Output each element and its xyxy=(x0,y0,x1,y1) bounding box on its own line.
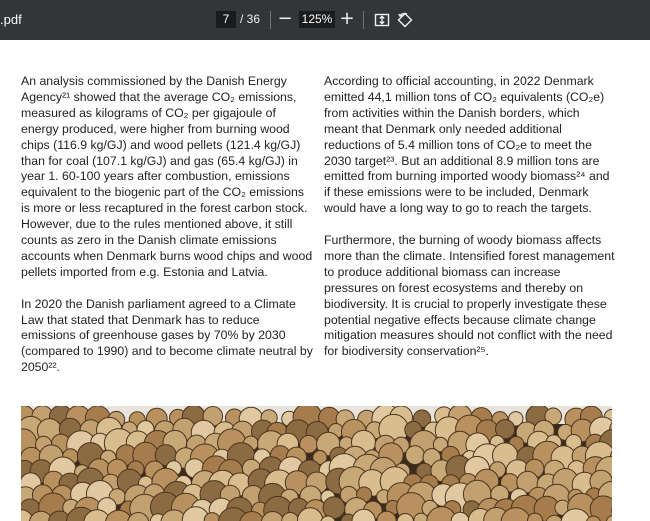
text-column-left xyxy=(21,74,313,376)
paragraph: According to official accounting, in 2022 Denmark emitted 44,1 million tons of CO₂ equivalents (CO₂e) from activities within the Danish borders, which meant that Denmark only needed additional reductions of 5.4 million tons of CO₂e to meet the 2030 target²³. But an additional 8.9 million tons are emitted from burning imported woody biomass²⁴ and if these emissions were to be included, Denmark would have a long way to go to reach the targets. xyxy=(324,74,610,216)
file-name: .pdf xyxy=(0,12,22,27)
pdf-toolbar xyxy=(0,0,650,40)
pdf-page xyxy=(0,40,650,521)
log-end xyxy=(406,446,425,465)
page-total: / 36 xyxy=(240,12,261,26)
paragraph: In 2020 the Danish parliament agreed to a Climate Law that stated that Denmark has to reduce emissions of greenhouse gases by 70% by 2030 (compared to 1990) and to become climate neutral by 2050²². xyxy=(21,296,313,375)
wood-logs-photo xyxy=(21,406,612,521)
rotate-icon[interactable] xyxy=(396,11,414,29)
text-column-right xyxy=(324,74,616,360)
zoom-out-button[interactable]: − xyxy=(277,8,293,29)
fit-to-page-icon[interactable] xyxy=(373,11,391,29)
paragraph: Furthermore, the burning of woody biomass affects more than the climate. Intensified forest management to produce additional biomass can increase pressures on forest ecosystems and thereby on biodiversity. It is crucial to properly investigate these potential negative effects because climate change mitigation measures should not conflict with the need for biodiversity conservation²⁵. xyxy=(324,233,615,359)
toolbar-divider xyxy=(363,11,364,29)
log-end xyxy=(323,497,345,519)
page-number-input[interactable]: 7 xyxy=(216,11,236,28)
zoom-level-input[interactable]: 125% xyxy=(299,11,335,28)
toolbar-divider xyxy=(270,11,271,29)
zoom-in-button[interactable]: + xyxy=(339,8,355,29)
paragraph: An analysis commissioned by the Danish Energy Agency²¹ showed that the average CO₂ emissions, measured as kilograms of CO₂ per gigajoule of energy produced, were higher from burning wood chips (116.9 kg/GJ) and wood pellets (121.4 kg/GJ) than for coal (107.1 kg/GJ) and gas (65.4 kg/GJ) in year 1. 60-100 years after combustion, emissions equivalent to the biogenic part of the CO₂ emissions is more or less recaptured in the forest carbon stock. However, due to the rules mentioned above, it still counts as zero in the Danish climate emissions accounts when Denmark burns wood chips and wood pellets imported from e.g. Estonia and Latvia. xyxy=(21,74,313,279)
